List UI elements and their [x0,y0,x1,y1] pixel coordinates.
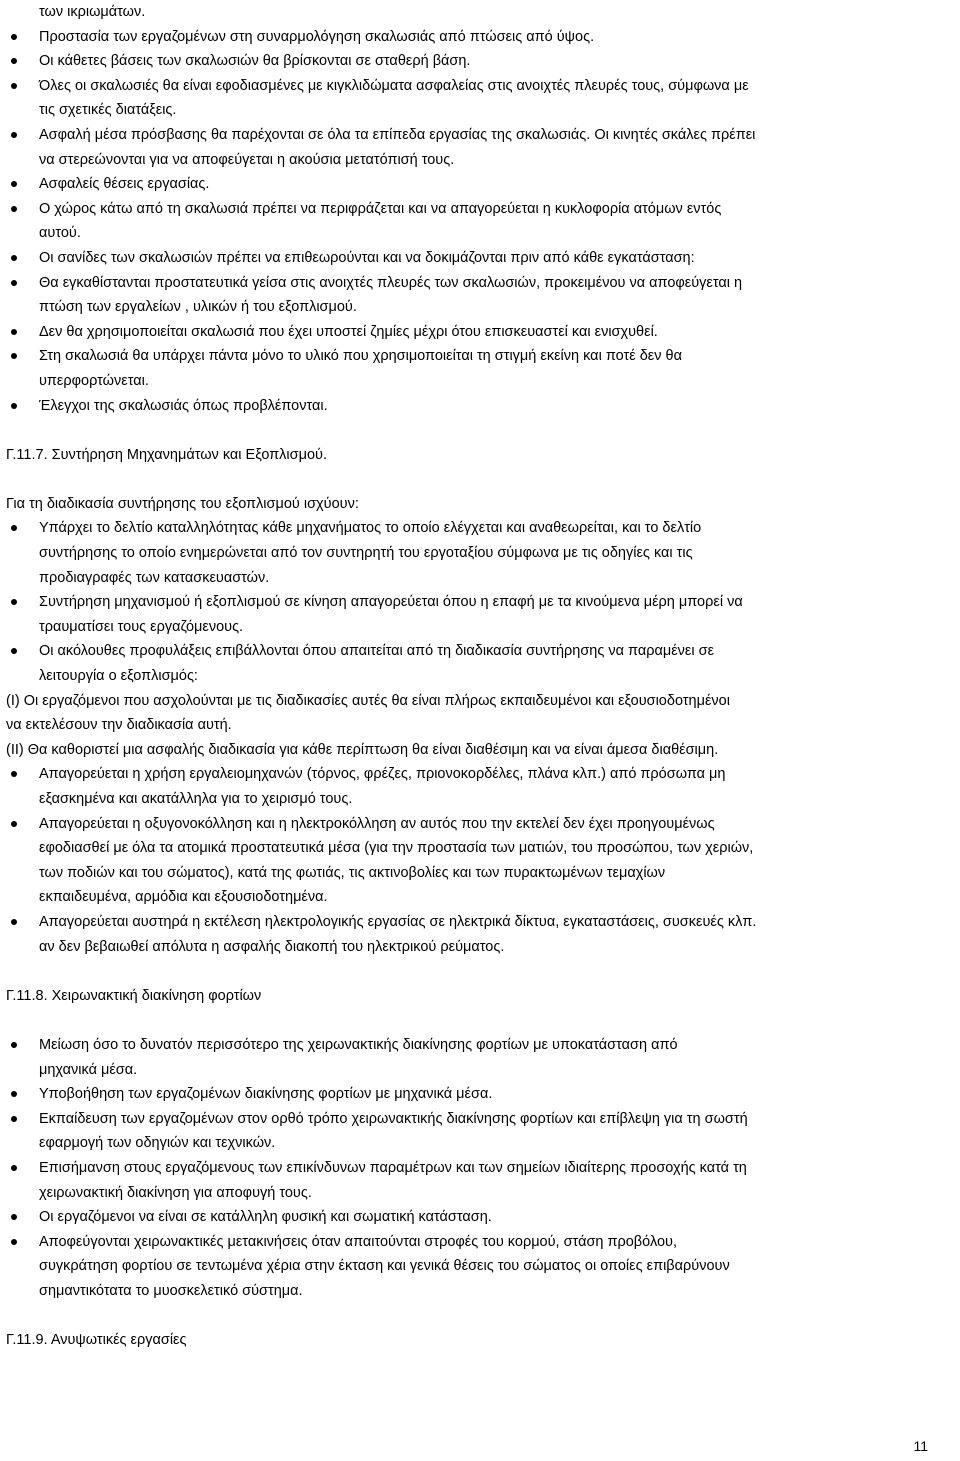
bullet-item: Οι κάθετες βάσεις των σκαλωσιών θα βρίσκονται σε σταθερή βάση. [6,49,958,74]
bullet-item: Οι εργαζόμενοι να είναι σε κατάλληλη φυσική και σωματική κατάσταση. [6,1205,958,1230]
bullet-continuation: προδιαγραφές των κατασκευαστών. [39,569,270,586]
bullet-continuation: εκπαιδευμένα, αρμόδια και εξουσιοδοτημένα. [39,889,328,906]
document-body [6,0,958,1353]
bullet-continuation: να στερεώνονται για να αποφεύγεται η ακούσια μετατόπισή τους. [39,151,455,168]
bullet-continuation: των ποδιών και του σώματος), κατά της φωτιάς, τις ακτινοβολίες και των πυρακτωμένων τεμαχίων [39,864,666,881]
bullet-continuation: λειτουργία ο εξοπλισμός: [39,668,198,685]
paragraph-gap [6,1303,958,1328]
paragraph-gap [6,467,958,492]
bullet-continuation: συγκράτηση φορτίου σε τεντωμένα χέρια στην έκταση και γενικά θέσεις του σώματος οι οποίες επιβαρύνουν [39,1258,730,1275]
bullet-continuation: εφοδιασθεί με όλα τα ατομικά προστατευτικά μέσα (για την προστασία των ματιών, του προσώπου, των χεριών, [39,840,754,857]
paragraph-gap [6,959,958,984]
text-line: Γ.11.9. Ανυψωτικές εργασίες [6,1332,187,1349]
text-line: Γ.11.8. Χειρωνακτική διακίνηση φορτίων [6,987,262,1004]
paragraph-gap [6,1008,958,1033]
bullet-item: Απαγορεύεται η οξυγονοκόλληση και η ηλεκτροκόλληση αν αυτός που την εκτελεί δεν έχει προηγουμένως [6,812,958,837]
page-number: 11 [913,1438,928,1454]
text-line: να εκτελέσουν την διαδικασία αυτή. [6,717,232,734]
bullet-item: Θα εγκαθίστανται προστατευτικά γείσα στις ανοιχτές πλευρές των σκαλωσιών, προκειμένου να αποφεύγεται η [6,271,958,296]
bullet-item: Οι ακόλουθες προφυλάξεις επιβάλλονται όπου απαιτείται από τη διαδικασία συντήρησης να παραμένει σε [6,639,958,664]
bullet-continuation: υπερφορτώνεται. [39,372,149,389]
bullet-continuation: αυτού. [39,225,81,242]
bullet-item: Εκπαίδευση των εργαζομένων στον ορθό τρόπο χειρωνακτικής διακίνησης φορτίων και επίβλεψη για τη σωστή [6,1107,958,1132]
bullet-item: Απαγορεύεται η χρήση εργαλειομηχανών (τόρνος, φρέζες, πριονοκορδέλες, πλάνα κλπ.) από πρόσωπα μη [6,762,958,787]
text-line: Γ.11.7. Συντήρηση Μηχανημάτων και Εξοπλισμού. [6,446,327,463]
bullet-item: Όλες οι σκαλωσιές θα είναι εφοδιασμένες με κιγκλιδώματα ασφαλείας στις ανοιχτές πλευρές τους, σύμφωνα με [6,74,958,99]
bullet-item: Αποφεύγονται χειρωνακτικές μετακινήσεις όταν απαιτούνται στροφές του κορμού, στάση προβόλου, [6,1230,958,1255]
text-line: (II) Θα καθοριστεί μια ασφαλής διαδικασία για κάθε περίπτωση θα είναι διαθέσιμη και να είναι άμεσα διαθέσιμη. [6,741,719,758]
bullet-item: Ασφαλείς θέσεις εργασίας. [6,172,958,197]
bullet-item: Επισήμανση στους εργαζόμενους των επικίνδυνων παραμέτρων και των σημείων ιδιαίτερης προσοχής κατά τη [6,1156,958,1181]
bullet-continuation: συντήρησης το οποίο ενημερώνεται από τον συντηρητή του εργοταξίου σύμφωνα με τις οδηγίες και τις [39,545,693,562]
bullet-item: Συντήρηση μηχανισμού ή εξοπλισμού σε κίνηση απαγορεύεται όπου η επαφή με τα κινούμενα μέρη μπορεί να [6,590,958,615]
bullet-item: Ο χώρος κάτω από τη σκαλωσιά πρέπει να περιφράζεται και να απαγορεύεται η κυκλοφορία ατόμων εντός [6,197,958,222]
bullet-continuation: τις σχετικές διατάξεις. [39,102,177,119]
bullet-continuation: σημαντικότατα το μυοσκελετικό σύστημα. [39,1282,303,1299]
text-line: (I) Οι εργαζόμενοι που ασχολούνται με τις διαδικασίες αυτές θα είναι πλήρως εκπαιδευμένοι και εξουσιοδοτημένοι [6,692,730,709]
bullet-item: Δεν θα χρησιμοποιείται σκαλωσιά που έχει υποστεί ζημίες μέχρι ότου επισκευαστεί και ενισχυθεί. [6,320,958,345]
bullet-continuation: εξασκημένα και ακατάλληλα για το χειρισμό τους. [39,791,353,807]
bullet-item: Στη σκαλωσιά θα υπάρχει πάντα μόνο το υλικό που χρησιμοποιείται τη στιγμή εκείνη και ποτέ δεν θα [6,344,958,369]
bullet-item: Υποβοήθηση των εργαζομένων διακίνησης φορτίων με μηχανικά μέσα. [6,1082,958,1107]
bullet-item: Έλεγχοι της σκαλωσιάς όπως προβλέπονται. [6,394,958,419]
bullet-item: Απαγορεύεται αυστηρά η εκτέλεση ηλεκτρολογικής εργασίας σε ηλεκτρικά δίκτυα, εγκαταστάσεις, συσκευές κλπ. [6,910,958,935]
bullet-item: Ασφαλή μέσα πρόσβασης θα παρέχονται σε όλα τα επίπεδα εργασίας της σκαλωσιάς. Οι κινητές σκάλες πρέπει [6,123,958,148]
bullet-continuation: μηχανικά μέσα. [39,1061,138,1078]
bullet-continuation: των ικριωμάτων. [39,4,146,20]
text-line: Για τη διαδικασία συντήρησης του εξοπλισμού ισχύουν: [6,495,359,512]
bullet-item: Οι σανίδες των σκαλωσιών πρέπει να επιθεωρούνται και να δοκιμάζονται πριν από κάθε εγκατάσταση: [6,246,958,271]
bullet-item: Προστασία των εργαζομένων στη συναρμολόγηση σκαλωσιάς από πτώσεις από ύψος. [6,25,958,50]
bullet-continuation: τραυματίσει τους εργαζόμενους. [39,618,244,635]
bullet-continuation: αν δεν βεβαιωθεί απόλυτα η ασφαλής διακοπή του ηλεκτρικού ρεύματος. [39,938,505,955]
bullet-continuation: εφαρμογή των οδηγιών και τεχνικών. [39,1135,276,1152]
bullet-item: Υπάρχει το δελτίο καταλληλότητας κάθε μηχανήματος το οποίο ελέγχεται και αναθεωρείται, και το δελτίο [6,516,958,541]
bullet-continuation: χειρωνακτική διακίνηση για αποφυγή τους. [39,1184,312,1201]
bullet-item: Μείωση όσο το δυνατόν περισσότερο της χειρωνακτικής διακίνησης φορτίων με υποκατάσταση από [6,1033,958,1058]
paragraph-gap [6,418,958,443]
bullet-continuation: πτώση των εργαλείων , υλικών ή του εξοπλισμού. [39,299,357,316]
